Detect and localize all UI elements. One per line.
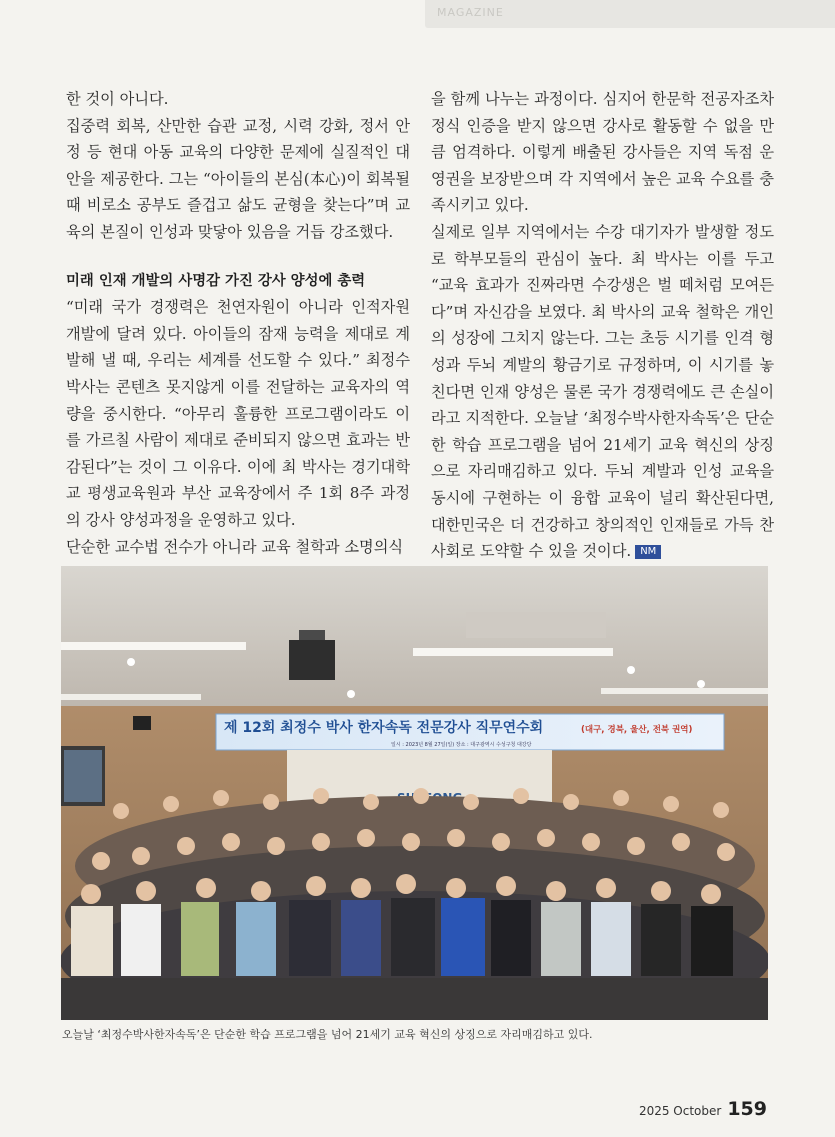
right-paragraph-1: 을 함께 나누는 과정이다. 심지어 한문학 전공자조차 정식 인증을 받지 않으면 강사로 활동할 수 없을 만큼 엄격하다. 이렇게 배출된 강사들은 지역 독점 운영권을 보장받으며 각 지역에서 높은 교육 수요를 충족시키고 있다. — [431, 90, 774, 215]
left-paragraph-3: “미래 국가 경쟁력은 천연자원이 아니라 인적자원 개발에 달려 있다. 아이들의 잠재 능력을 제대로 계발해 낼 때, 우리는 세계를 선도할 수 있다.” 최정수 박사는 콘텐츠 못지않게 이를 전달하는 교육자의 역량을 중시한다. “아무리 훌륭한 프로그램이라도 이를 가르칠 사람이 제대로 준비되지 않으면 효과는 반감된다”는 것이 그 이유다. 이에 최 박사는 경기대학교 평생교육원과 부산 교육장에서 주 1회 8주 과정의 강사 양성과정을 운영하고 있다. — [66, 298, 410, 529]
banner-region-text: (대구, 경북, 울산, 전북 권역) — [581, 725, 693, 735]
banner-subline-text: 일시 : 2023년 8월 27일(일) 장소 : 대구광역시 수성구청 대강당 — [391, 742, 532, 748]
left-column — [66, 86, 410, 560]
group-photo — [61, 566, 768, 1020]
left-paragraph-4: 단순한 교수법 전수가 아니라 교육 철학과 소명의식 — [66, 537, 404, 556]
section-gap — [66, 246, 410, 268]
end-mark-badge: NM — [635, 545, 661, 559]
page-footer — [639, 1098, 767, 1120]
right-column — [431, 86, 774, 565]
group-photo-illustration — [61, 566, 768, 1020]
header-ghost-text: MAGAZINE — [437, 6, 504, 19]
page-number: 159 — [727, 1098, 767, 1120]
section-subheading: 미래 인재 개발의 사명감 가진 강사 양성에 총력 — [66, 272, 366, 289]
right-paragraph-2 — [431, 219, 774, 565]
right-paragraph-2-text: 실제로 일부 지역에서는 수강 대기자가 발생할 정도로 학부모들의 관심이 높다. 최 박사는 이를 두고 “교육 효과가 진짜라면 수강생은 벌 떼처럼 모여든다”며 자신감을 보였다. 최 박사의 교육 철학은 개인의 성장에 그치지 않는다. 그는 초등 시기를 인격 형성과 두뇌 계발의 황금기로 규정하며, 이 시기를 놓친다면 인재 양성은 물론 국가 경쟁력에도 큰 손실이라고 지적한다. 오늘날 ‘최정수박사한자속독’은 단순한 학습 프로그램을 넘어 21세기 교육 혁신의 상징으로 자리매김하고 있다. 두뇌 계발과 인성 교육을 동시에 구현하는 이 융합 교육이 널리 확산된다면, 대한민국은 더 건강하고 창의적인 인재들로 가득 찬 사회로 도약할 수 있을 것이다. — [431, 222, 774, 561]
issue-label: 2025 October — [638, 1104, 722, 1118]
left-paragraph-2: 집중력 회복, 산만한 습관 교정, 시력 강화, 정서 안정 등 현대 아동 교육의 다양한 문제에 실질적인 대안을 제공한다. 그는 “아이들의 본심(本心)이 회복될 때 비로소 공부도 즐겁고 삶도 균형을 찾는다”며 교육의 본질이 인성과 맞닿아 있음을 거듭 강조했다. — [66, 116, 410, 241]
left-paragraph-1: 한 것이 아니다. — [66, 90, 169, 108]
photo-caption: 오늘날 ‘최정수박사한자속독’은 단순한 학습 프로그램을 넘어 21세기 교육 혁신의 상징으로 자리매김하고 있다. — [62, 1028, 593, 1041]
top-header-bar — [425, 0, 835, 28]
banner-title-text: 제 12회 최정수 박사 한자속독 전문강사 직무연수회 — [224, 720, 544, 736]
